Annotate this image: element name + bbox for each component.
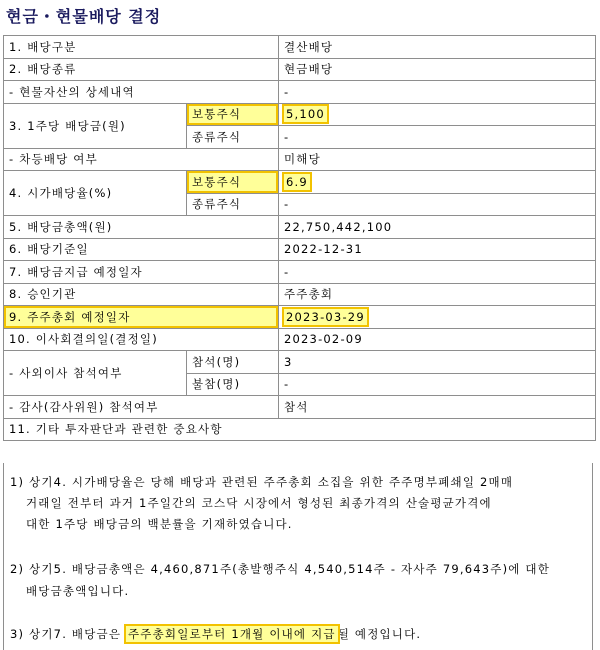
note-line bbox=[10, 626, 421, 642]
row-value: - bbox=[279, 373, 596, 396]
row-value: 3 bbox=[279, 351, 596, 374]
note-text: 3) 상기7. 배당금은 bbox=[10, 627, 126, 641]
row-label: 7. 배당금지급 예정일자 bbox=[4, 261, 279, 284]
dividend-table bbox=[3, 35, 596, 441]
row-label: - 차등배당 여부 bbox=[4, 148, 279, 171]
row-value: 2023-02-09 bbox=[279, 328, 596, 351]
table-row bbox=[4, 351, 596, 374]
row-label: 5. 배당금총액(원) bbox=[4, 216, 279, 239]
note-line: 거래일 전부터 과거 1주일간의 코스닥 시장에서 형성된 최종가격의 산술평균가격에 bbox=[26, 496, 492, 510]
sub-label-common: 보통주식 bbox=[187, 103, 279, 126]
row-value: - bbox=[279, 261, 596, 284]
table-row bbox=[4, 238, 596, 261]
sub-label-common: 보통주식 bbox=[187, 171, 279, 194]
row-value: 미해당 bbox=[279, 148, 596, 171]
sub-label-present: 참석(명) bbox=[187, 351, 279, 374]
row-value: 2022-12-31 bbox=[279, 238, 596, 261]
row-label: 10. 이사회결의일(결정일) bbox=[4, 328, 279, 351]
table-row bbox=[4, 36, 596, 59]
sub-label-absent: 불참(명) bbox=[187, 373, 279, 396]
table-row bbox=[4, 328, 596, 351]
row-label: - 현물자산의 상세내역 bbox=[4, 81, 279, 104]
row-label: 6. 배당기준일 bbox=[4, 238, 279, 261]
table-row bbox=[4, 396, 596, 419]
document-title: 현금・현물배당 결정 bbox=[6, 7, 162, 26]
note-line: 1) 상기4. 시가배당율은 당해 배당과 관련된 주주총회 소집을 위한 주주명부폐쇄일 2매매 bbox=[10, 475, 514, 489]
row-value: - bbox=[279, 193, 596, 216]
row-label-highlighted: 9. 주주총회 예정일자 bbox=[4, 306, 279, 329]
table-row bbox=[4, 81, 596, 104]
section-heading: 11. 기타 투자판단과 관련한 중요사항 bbox=[4, 418, 596, 441]
sub-label-pref: 종류주식 bbox=[187, 193, 279, 216]
sub-label-pref: 종류주식 bbox=[187, 126, 279, 149]
row-value: - bbox=[279, 81, 596, 104]
row-value bbox=[279, 306, 596, 329]
row-label: 8. 승인기관 bbox=[4, 283, 279, 306]
table-row bbox=[4, 306, 596, 329]
row-value: - bbox=[279, 126, 596, 149]
row-label: 2. 배당종류 bbox=[4, 58, 279, 81]
row-value: 참석 bbox=[279, 396, 596, 419]
table-row bbox=[4, 261, 596, 284]
note-line: 2) 상기5. 배당금총액은 4,460,871주(총발행주식 4,540,514주 - 자사주 79,643주)에 대한 bbox=[10, 562, 551, 576]
note-line: 대한 1주당 배당금의 백분률을 기재하였습니다. bbox=[26, 517, 293, 531]
row-label: - 감사(감사위원) 참석여부 bbox=[4, 396, 279, 419]
row-label: 4. 시가배당율(%) bbox=[4, 171, 187, 216]
table-row bbox=[4, 58, 596, 81]
table-row bbox=[4, 171, 596, 194]
row-value: 결산배당 bbox=[279, 36, 596, 59]
highlighted-value: 2023-03-29 bbox=[286, 309, 365, 324]
notes-section bbox=[3, 463, 593, 650]
highlighted-value: 6.9 bbox=[286, 174, 308, 189]
row-value: 현금배당 bbox=[279, 58, 596, 81]
table-row bbox=[4, 418, 596, 441]
row-value: 22,750,442,100 bbox=[279, 216, 596, 239]
highlighted-value: 5,100 bbox=[286, 107, 325, 122]
row-value: 주주총회 bbox=[279, 283, 596, 306]
note-line: 배당금총액입니다. bbox=[26, 584, 130, 598]
row-label: - 사외이사 참석여부 bbox=[4, 351, 187, 396]
table-row bbox=[4, 216, 596, 239]
row-value bbox=[279, 103, 596, 126]
note-text: 될 예정입니다. bbox=[337, 627, 422, 641]
row-label: 1. 배당구분 bbox=[4, 36, 279, 59]
highlighted-note-text: 주주총회일로부터 1개월 이내에 지급 bbox=[128, 627, 336, 641]
table-row bbox=[4, 148, 596, 171]
table-row bbox=[4, 283, 596, 306]
row-label: 3. 1주당 배당금(원) bbox=[4, 103, 187, 148]
row-value bbox=[279, 171, 596, 194]
table-row bbox=[4, 103, 596, 126]
